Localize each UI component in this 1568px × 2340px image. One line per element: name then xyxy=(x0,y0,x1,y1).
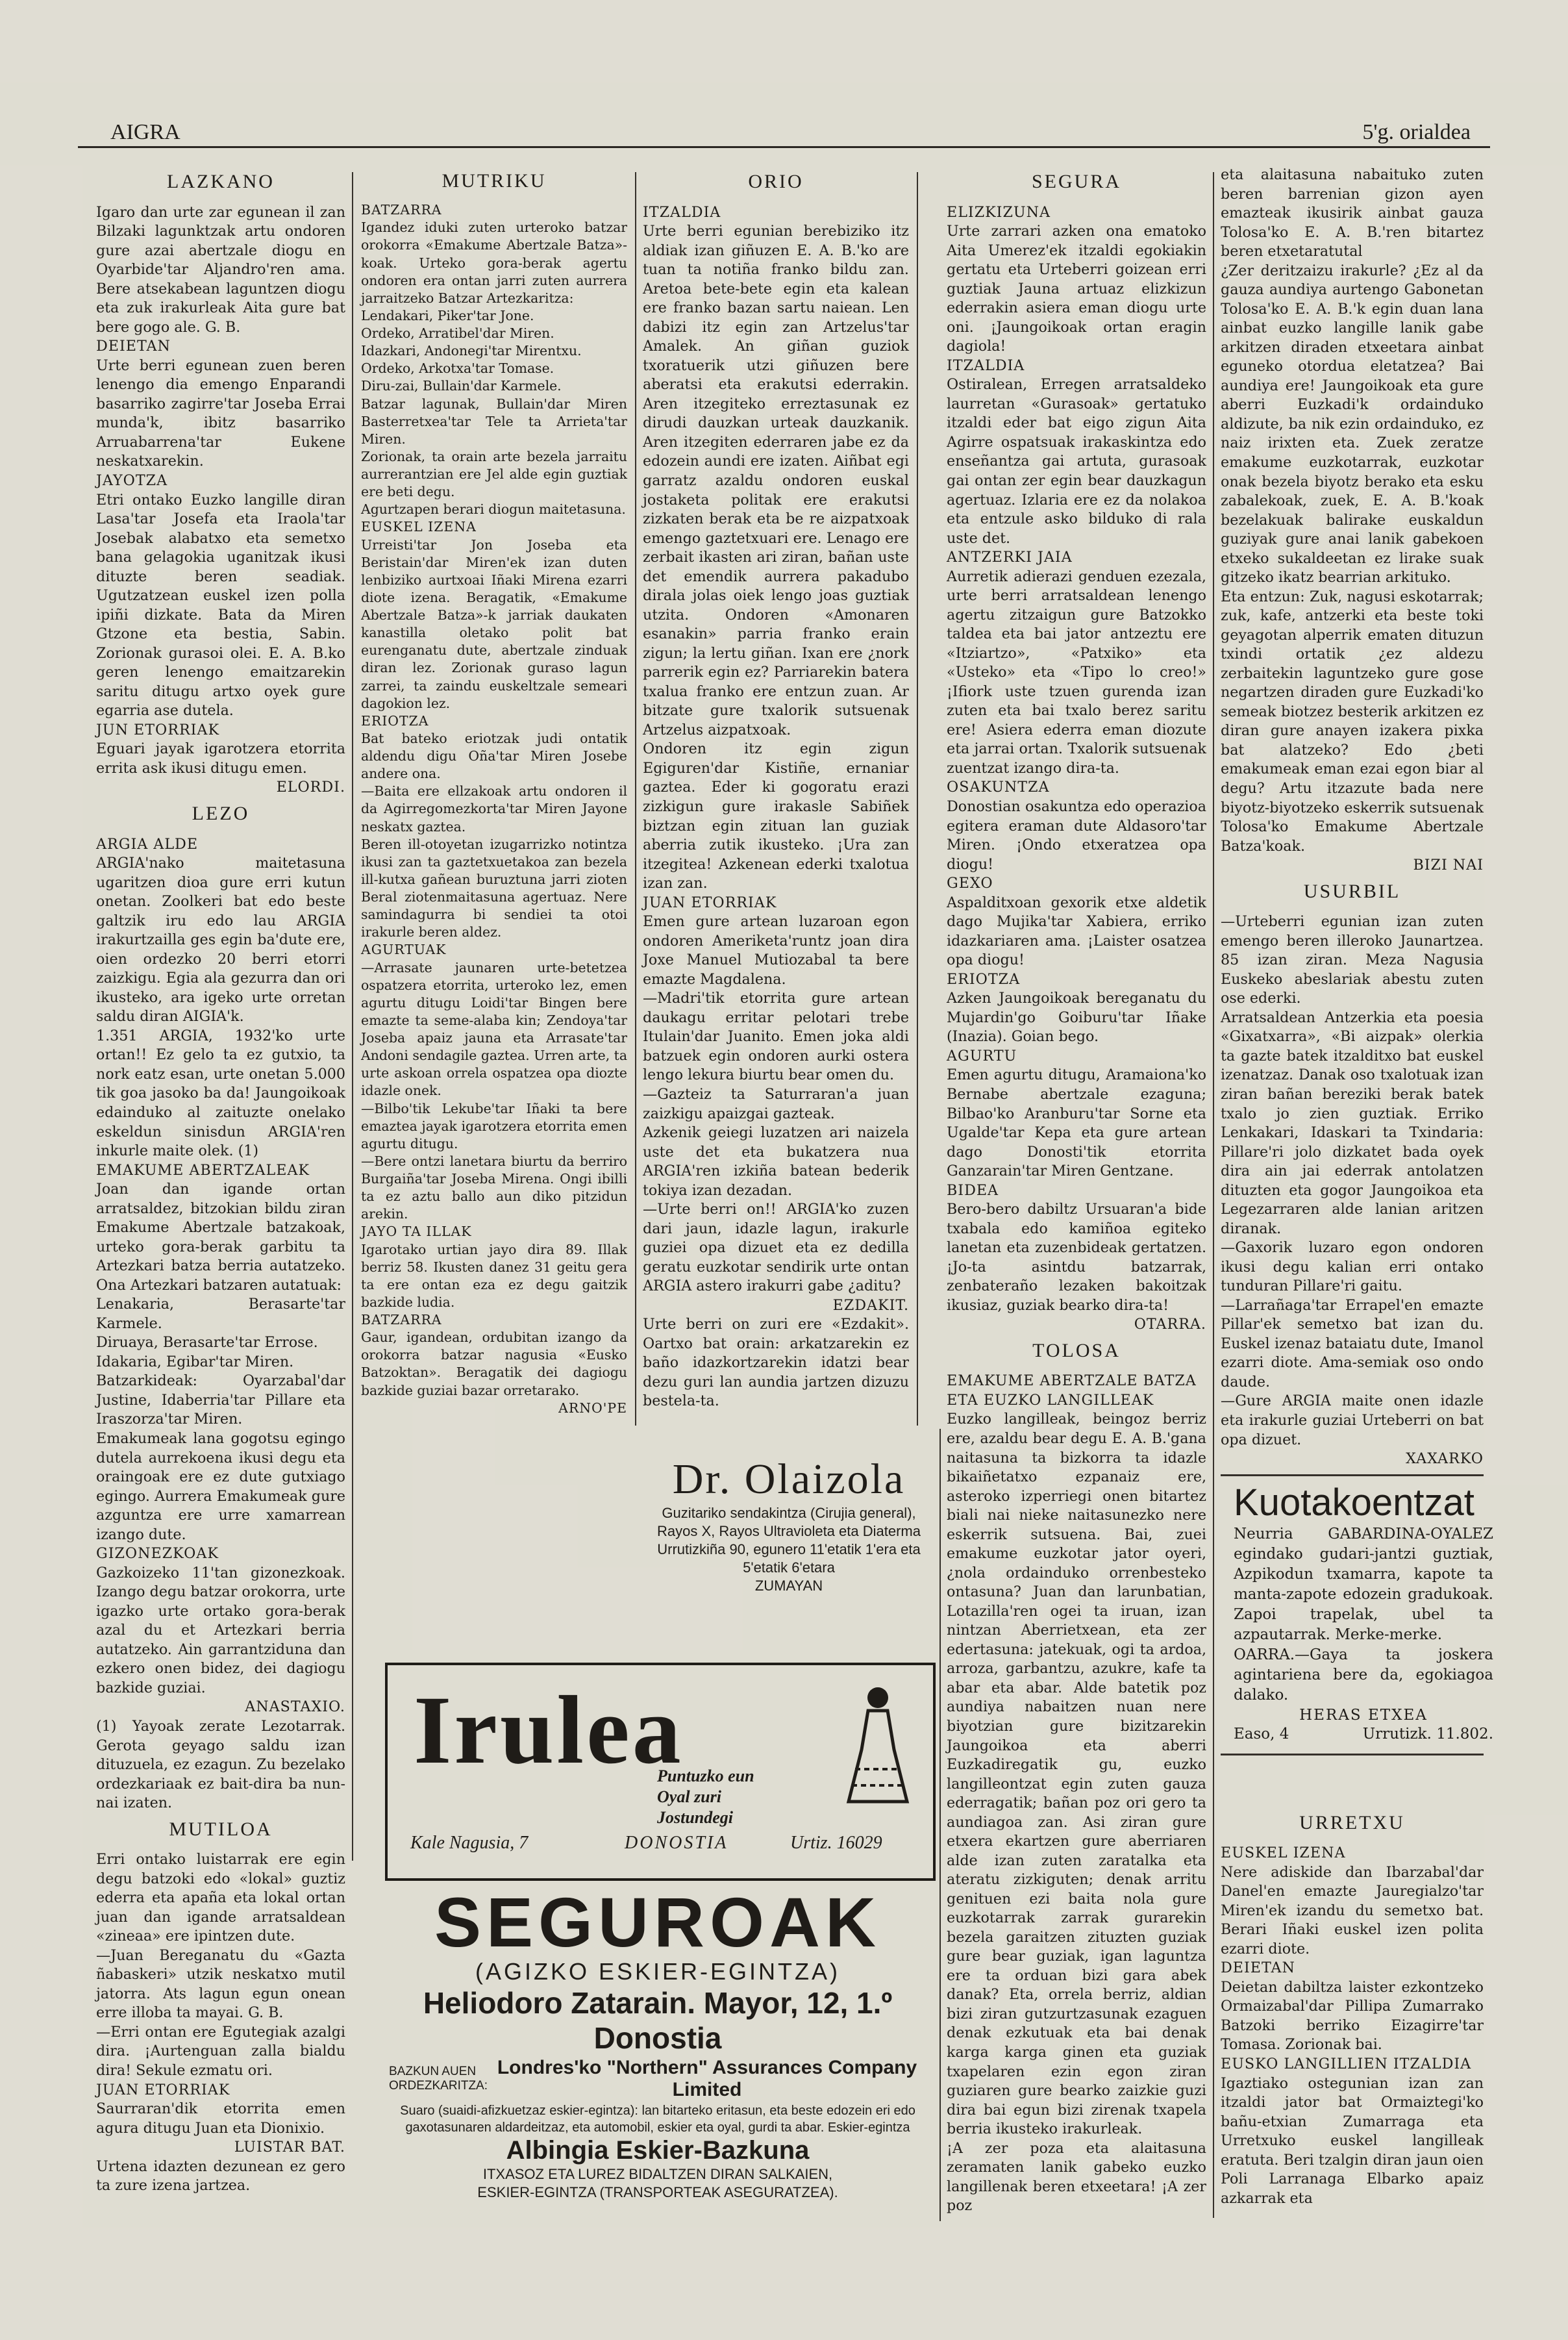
seamstress-illustration xyxy=(842,1678,914,1808)
subheading: ERIOTZA xyxy=(361,712,429,729)
subheading: ELIZKIZUNA xyxy=(947,203,1051,221)
paragraph: —Bilbo'tik Lekube'tar Iñaki ta bere emaztea jayak igarotzera etorrita emen agurtu ditugu. xyxy=(361,1100,627,1151)
irulea-phone: Urtiz. 16029 xyxy=(790,1833,882,1853)
paragraph: Donostian osakuntza edo operazioa egitera eraman dute Aldasoro'tar Miren. ¡Ondo etxeratzea opa diogu! xyxy=(947,798,1206,873)
olaizola-hours: Urrutizkiña 90, egunero 11'etatik 1'era eta 5'etatik 6'etara xyxy=(657,1541,921,1576)
irulea-city: DONOSTIA xyxy=(625,1833,728,1853)
paragraph: Agurtzapen berari diogun maitetasuna. xyxy=(361,501,626,518)
paragraph: Urte berri on zuri ere «Ezdakit». Oartxo bat orain: arkatzarekin ez baño idazkortzarekin idatzi bear dezu guri lan aundia jartzen dizuzu bestela-ta. xyxy=(643,1316,909,1410)
section-heading: LAZKANO xyxy=(167,171,275,192)
paragraph: Joan dan igande ortan arratsaldez, bitzokian bildu ziran Emakume Abertzale batzakoak, urteko gora-berak garbitu ta Artezkari batza berria autatzeko. Ona Artezkari batzaren autatuak: xyxy=(96,1181,345,1294)
seguroak-agent: Heliodoro Zatarain. Mayor, 12, 1.º Donostia xyxy=(423,1986,893,2055)
signature: XAXARKO xyxy=(1406,1450,1484,1468)
paragraph: —Urteberri egunian izan zuten emengo beren illeroko Jaunartzea. 85 izan ziran. Meza Nagusia Euskeko abeslariak abestu zuten ose ederki. xyxy=(1221,913,1484,1007)
paragraph: Euzko langilleak, beingoz berriz ere, azaldu bear degu E. A. B.'gana naitasuna ta bizkorra ta idazle bikaiñetatxo ezpanaiz ere, asteroko izperriegi onen bitartez biali nai nieke naitasunezko nere eskerrik sutsuena. Bai, zuei emakume euzkotar jator oyeri, ¿nola ordainduko orrenbesteko ontasuna? Juan dan larunbatian, Lotazilla'ren ogei ta iruan, izan nintzan Aberrietxean, eta zer edertasuna: jatekuak, ogi ta ardoa, arroza, garbantzu, azukre, kafe ta abar eta abar. Alde batetik poz aundiya nabaitzen nuan nere biyotzian gure bizitzarekin Jaungoikoa eta aberri Euzkadiregatik gu, euzko langilleontzat egin zuten gauza ederragatik; bañan poz ori gero ta aundiagoa zan. Asi ziran gure etxera ekartzen gure aberriaren alde izan zuten zaratalka eta ateratu zizkiguten; denak arritu genituen ezi baita nola gure euzkotarrak zarrak gurarekin bezela garaitzen zituzten guziak gure bear guziak, igan laguntza ere ta orduan bizi gara abek danak? Eta, orrela berriz, aldian bizi ziran gutzurtzasunak ezaguen denak ezkutuak eta bai denak karga karga ginen eta guziak txapelaren ezin egon ziran guziaren gure bearko zaizkie guzi dira bai egun bizi zirenak txapela berria ikusteko irakurleak. xyxy=(947,1411,1206,2138)
paragraph: ARGIA'nako maitetasuna ugaritzen dioa gure erri kutun onetan. Zoolkeri bat edo beste galtzik iru edo lau ARGIA irakurtzailla ges egin ba'dute ere, oien ordezko 20 berri etorri zaizkigu. Egia ala gezurra dan ori ikusteko, ara igeko urte orretan saldu diran AIGIA'k. xyxy=(96,855,345,1025)
paragraph: Urte berri egunian berebiziko itz aldiak izan giñuzen E. A. B.'ko are tuan ta notiña franko bildu zan. Aretoa bete-bete egin eta kalean ere franko bazan sartu naiean. Len dabizi itz egin zan Artzelus'tar Amalek. An giñan guziok txoratuerik utzi giñuzen bere aberatsi eta erakutsi ederrakin. Aren itzegiteko erreztasunak ez dirudi dauzkan urteak dauzkanik. Aren itzegiten ederraren jabe ez da edozein aundi ere izaten. Aiñbat egi garratz azaldu ondoren euskal jostaketa politak ere erakutsi zizkaten berak eta be re aizpatxoak emengo gaztetxuari ere. Lenago ere zerbait ikasten ari ziran, bañan uste det emendik aurrera pakadubo dirala jolas oiek lengo joas guztiak utzita. Ondoren «Amonaren esanakin» parria franko erain zigun; la lertu giñan. Ixan ere ¿nork parrerik egin ez? Parriarekin batera txalua franko ere entzun zuan. Ar bitzate gure txalorik sutsuenak Artzelus aizpatxoak. xyxy=(643,223,909,738)
paragraph: Eta entzun: Zuk, nagusi eskotarrak; zuk, kafe, antzerki eta beste toki geyagotan alperrik ematen dituzun txindi ortatik ¿ez aldezu zerbaitekin laguntzeko gure gose negartzen diraden gure Euzkadi'ko semeak biotzez besterik arkitzen ez diran gure anayen izakera pixka bat alatzeko? Edo ¿beti emakumeak eman ezai egon biar al degu? Artu itzazute bada nere biyotz-biyotzeko eskerrik sutsuenak Tolosa'ko Emakume Abertzale Batza'koak. xyxy=(1221,588,1484,855)
irulea-name: Irulea xyxy=(414,1676,684,1784)
paragraph: —Urte berri on!! ARGIA'ko zuzen dari jaun, idazle lagun, irakurle guziei opa dizuet eta ez dedilla geratu euzkotar sendirik urte ontan ARGIA astero irakurri gabe ¿aditu? xyxy=(643,1201,909,1295)
subheading: ANTZERKI JAIA xyxy=(947,549,1073,566)
paragraph: Urtena idazten dezunean ez gero ta zure izena jartzea. xyxy=(96,2158,345,2195)
seguroak-footer-2: ESKIER-EGINTZA (TRANSPORTEAK ASEGURATZEA). xyxy=(477,2184,838,2200)
column-4 xyxy=(947,166,1206,2216)
paragraph: Eguari jayak igarotzera etorrita errita ask ikusi ditugu emen. xyxy=(96,740,345,777)
paragraph: Nere adiskide dan Ibarzabal'dar Danel'en emazte Jauregialzo'tar Miren'ek izandu du semetxo bat. Berari Iñaki euskel izen polita ezarri diote. xyxy=(1221,1863,1484,1957)
subheading: ITZALDIA xyxy=(947,357,1025,374)
kuota-phone: Urrutizk. 11.802. xyxy=(1362,1726,1493,1742)
paragraph: Ostiralean, Erregen arratsaldeko laurretan «Gurasoak» gertatuko itzaldi eder bat eigo zigun Aita Agirre ospatsuak irakaskintza edo enseñantza gai artuta, gurasoak gai ontan zer egin bear dauzkagun agertuaz. Izlaria ere ez da nolakoa eta entzule asko bilduko di rala uste det. xyxy=(947,376,1206,547)
section-heading: SEGURA xyxy=(1031,171,1121,192)
column-3 xyxy=(643,166,909,1411)
section-heading: USURBIL xyxy=(1303,880,1401,902)
paragraph: Beren ill-otoyetan izugarrizko notintza ikusi zan ta gaztetxuetakoa zan bezela ill-kutxa gañean buruztuna jarri zioten Beral ziotenmaitasuna agertuaz. Nere samindagurra bi sendiei ta otoi irakurle beren aldez. xyxy=(361,836,627,940)
ad-top-rule xyxy=(1221,1474,1484,1476)
column-1 xyxy=(96,166,345,2196)
paragraph: ¡A zer poza eta alaitasuna zeramaten lanik gabeko euzko langillenak beren etxeetara! ¡A zer poz xyxy=(947,2139,1206,2215)
paragraph: Diruaya, Berasarte'tar Errose. xyxy=(96,1334,318,1352)
paragraph: Gaur, igandean, ordubitan izango da orokorra batzar nagusia «Eusko Batzoktan». Beragatik dei dagiogu bazkide guziai bazar orretarako. xyxy=(361,1329,627,1398)
subheading: BATZARRA xyxy=(361,202,442,218)
page-number: 5'g. orialdea xyxy=(1362,120,1471,144)
paragraph: Urte berri egunean zuen beren lenengo dia emengo Enparandi basarriko zagirre'tar Joseba Errai munda'k, ibitz basarriko Arruabarrena'tar Eukene neskatxarekin. xyxy=(96,357,345,470)
paragraph: eta alaitasuna nabaituko zuten beren barrenian gizon ayen emazteak ikusirik ainbat gauza Tolosa'ko E. A. B.'ren bitartez beren etxetaratutal xyxy=(1221,166,1484,260)
subheading: EUSKEL IZENA xyxy=(361,519,477,535)
subheading: BATZARRA xyxy=(361,1312,442,1327)
paragraph: Arratsaldean Antzerkia eta poesia «Gixatxarra», «Bi aizpak» olerkia ta gazte batek itzalditxo bat euskel izenatzaz. Danak oso txalotuak izan ziran bañan bereziki berak batek txalo jo zien guztiak. Erriko Lenkakari, Idaskari ta Txindaria: Pillare'ri jolo dizkatet bada oyek dira ain jai ederrak antolatzen dituzten eta gogor Jaungoikoa eta Legezarraren alde lanian aritzen diranak. xyxy=(1221,1009,1484,1237)
paragraph: Emen agurtu ditugu, Aramaiona'ko Bernabe abertzale ezaguna; Bilbao'ko Aranburu'tar Sorne eta Ugalde'tar Kepa eta gure artean dago Donosti'tik etorrita Ganzarain'tar Miren Gentzane. xyxy=(947,1066,1206,1180)
column-rule xyxy=(940,1429,941,2221)
seguroak-subtitle: (AGIZKO ESKIER-EGINTZA) xyxy=(475,1958,841,1985)
subheading: ERIOTZA xyxy=(947,970,1021,988)
ad-bottom-rule xyxy=(1221,1754,1484,1755)
section-heading: MUTILOA xyxy=(169,1818,273,1840)
section-heading: URRETXU xyxy=(1299,1811,1405,1833)
subheading: DEIETAN xyxy=(96,338,171,355)
paragraph: Saurraran'dik etorrita emen agura ditugu Juan eta Dionixio. xyxy=(96,2100,345,2137)
seguroak-left-1: BAZKUN AUEN xyxy=(389,2065,477,2078)
paragraph: Gazkoizeko 11'tan gizonezkoak. Izango degu batzar orokorra, urte igazko urte ortako gora-berak azal du et Artezkari berria autatzeko. Ain garrantziduna dan ezkero onen bidez, dei dagiogu bazkide guziai. xyxy=(96,1564,346,1696)
subheading: DEIETAN xyxy=(1221,1959,1295,1977)
paragraph: Ondoren itz egin zigun Egiguren'dar Kistiñe, ernaniar gaztea. Eder ki gogoratu erazi zizkigun gure irakasle Sabiñek biztzan egin zituan lan guziak aberria zutik ikusteko. ¡Ura zan itzegitea! Azkenean ederki txalotua izan zan. xyxy=(643,740,909,892)
olaizola-ad xyxy=(649,1455,928,1595)
subheading: AGURTUAK xyxy=(361,942,447,958)
paragraph: Ordeko, Arkotxa'tar Tomase. xyxy=(361,360,554,377)
paragraph: Lenakaria, Berasarte'tar Karmele. xyxy=(96,1296,345,1332)
signature: EZDAKIT. xyxy=(832,1296,909,1314)
column-rule xyxy=(635,172,636,1426)
seguroak-ad xyxy=(385,1883,930,2200)
kuota-note: OARRA.—Gaya ta joskera agintariena bere da, egokiagoa dalako. xyxy=(1234,1646,1493,1704)
irulea-tag-1: Puntuzko eun xyxy=(657,1767,754,1785)
irulea-tag-2: Oyal zuri xyxy=(657,1787,721,1806)
paragraph: Deietan dabiltza laister ezkontzeko Ormaizabal'dar Pillipa Zumarrako Batzoki berriko Eizagirre'tar Tomasa. Zorionak bai. xyxy=(1221,1978,1484,2054)
paragraph: Aspalditxoan gexorik etxe aldetik dago Mujika'tar Xabiera, erriko idazkariaren ama. ¡Laister osatzea opa diogu! xyxy=(947,894,1206,969)
signature: BIZI NAI xyxy=(1413,857,1484,874)
subheading: EUSKO LANGILLIEN ITZALDIA xyxy=(1221,2055,1472,2072)
newspaper-name: AIGRA xyxy=(110,120,180,144)
irulea-address-row xyxy=(388,1828,933,1857)
column-rule xyxy=(1213,172,1214,2218)
section-heading: MUTRIKU xyxy=(442,170,547,192)
paragraph: —Madri'tik etorrita gure artean daukagu erritar pelotari trebe Itulain'dar Juanito. Emen joka aldi batzuek egin ondoren aurki ostera lengo lekura biurtu bear omen du. xyxy=(643,990,909,1084)
paragraph: Ordeko, Arratibel'dar Miren. xyxy=(361,325,554,341)
signature: ANASTAXIO. xyxy=(245,1698,345,1716)
paragraph: Igandez iduki zuten urteroko batzar orokorra «Emakume Abertzale Batza»-koak. Urteko gora-berak agertu ondoren era ontan jarri zuten aurrera jarraitzeko Batzar Artezkaritza: xyxy=(361,220,627,306)
signature: ARNO'PE xyxy=(558,1400,627,1416)
paragraph: —Gazteiz ta Saturraran'a juan zaizkigu apaizgai gazteak. xyxy=(643,1085,909,1122)
kuota-ad xyxy=(1234,1481,1493,1742)
paragraph: Bat bateko eriotzak judi ontatik aldendu digu Oña'tar Miren Josebe andere ona. xyxy=(361,730,627,782)
subheading: ITZALDIA xyxy=(643,203,721,221)
irulea-tagline xyxy=(657,1766,754,1828)
subheading: JAYOTZA xyxy=(96,472,168,489)
paragraph: Erri ontako luistarrak ere egin degu batzoki edo «lokal» guztiz ederra eta apaña eta lokal ortan juan dan igande arratsaldean «zineaa» ere ipintzen dute. xyxy=(96,1851,345,1945)
signature: OTARRA. xyxy=(1134,1316,1206,1333)
irulea-address: Kale Nagusia, 7 xyxy=(410,1833,529,1853)
olaizola-town: ZUMAYAN xyxy=(754,1578,823,1594)
paragraph: Etri ontako Euzko langille diran Lasa'tar Josefa eta Iraola'tar Josebak alabatxo eta semetxo bana gelagokia uganitzak ikusi dituzte beren seadiak. Ugutzatzean euskel izen polla ipiñi dizkate. Bata da Miren Gtzone eta bestia, Sabin. Zorionak gurasoi olei. E. A. B.ko geren lenengo emaitzarekin saritu ditugu artxo oyek gure egarria ase dutela. xyxy=(96,491,345,720)
paragraph: Azken Jaungoikoak bereganatu du Mujardin'go Goiburu'tar Iñake (Inazia). Goian bego. xyxy=(947,990,1206,1046)
subheading: JUN ETORRIAK xyxy=(96,721,220,738)
paragraph: Igaztiako ostegunian izan zan itzaldi jator bat Ormaiztegi'ko bañu-etxian Zumarraga eta Urretxuko euskel langilleak eratuta. Beri tzalgin diran jaun oien Poli Larranaga Elbarko apaiz azkarrak eta xyxy=(1221,2074,1484,2207)
subheading: AGURTU xyxy=(947,1047,1017,1064)
column-rule xyxy=(917,172,918,1426)
paragraph: —Gure ARGIA maite onen idazle eta irakurle guziai Urteberri on bat opa dizuet. xyxy=(1221,1392,1484,1448)
paragraph: Diru-zai, Bullain'dar Karmele. xyxy=(361,378,562,394)
seguroak-albingia: Albingia Eskier-Bazkuna xyxy=(506,2136,810,2165)
paragraph: —Juan Bereganatu du «Gazta ñabaskeri» utzik neskatxo mutil jatorra. Ats lagun egun onean erre illoba ta mayai. G. B. xyxy=(96,1946,345,2022)
kuota-text: Neurria GABARDINA-OYALEZ egindako gudari-jantzi guztiak, Azpikodun txamarra, kapote ta manta-zapote edozein gradukoak. Zapoi trapelak, ubel ta azpautarrak. Merke-merke. xyxy=(1234,1526,1493,1643)
subheading: GIZONEZKOAK xyxy=(96,1545,219,1563)
signature: LUISTAR BAT. xyxy=(234,2139,345,2156)
paragraph: Zorionak, ta orain arte bezela jarraitu aurrerantzian ere Jel alde egin guztiak ere beti degu. xyxy=(361,448,627,500)
paragraph: Emen gure artean luzaroan egon ondoren Ameriketa'runtz joan dira Joxe Manuel Mutiozabal ta bere emazte Magdalena. xyxy=(643,913,909,988)
paragraph: —Baita ere ellzakoak artu ondoren il da Agirregomezkorta'tar Miren Jayone neskatx gaztea. xyxy=(361,783,627,835)
paragraph: ¿Zer deritzaizu irakurle? ¿Ez al da gauza aundiya aurtengo Gabonetan Tolosa'ko E. A. B.'k egin duan lana ainbat euzko langille lanik gabe arkitzen diraden etxeetara ainbat eguneko otordua eletatzea? Bai aundiya ere! Jaungoikoak eta gure aberri Euzkadi'k ordainduko aldizute, ba nik ezin ordainduko, ez naiz irixten eta. Zuek zeratze emakume euzkotarrak, euzkotar onak bezela biyotz berako eta esku zabalekoak, zuek, E. A. B.'koak bezelakuak balirake euskaldun guziyak gure anai lanik gabekoen etxeko sukaldeetan ez lirake suak gitzeko ikatz bearrian arkituko. xyxy=(1221,262,1484,586)
paragraph: Batzar lagunak, Bullain'dar Miren Basterretxea'tar Tele ta Arrieta'tar Miren. xyxy=(361,396,627,447)
seguroak-footer-1: ITXASOZ ETA LUREZ BIDALTZEN DIRAN SALKAIEN, xyxy=(482,2166,833,2182)
seguroak-representation xyxy=(389,2065,488,2093)
kuota-title: Kuotakoentzat xyxy=(1234,1481,1475,1524)
column-rule xyxy=(352,172,353,1861)
irulea-ad xyxy=(385,1663,936,1881)
subheading: EMAKUME ABERTZALEAK xyxy=(96,1161,310,1179)
subheading: BIDEA xyxy=(947,1181,999,1199)
subheading: JAYO TA ILLAK xyxy=(361,1224,472,1240)
paragraph: Lendakari, Piker'tar Jone. xyxy=(361,307,534,323)
paragraph: Emakumeak lana gogotsu egingo dutela aurrekoena ikusi degu eta oraingoak ere ez dute gutxiago egingo. Aurrera Emakumeak gure azguntza ere urre xamarrean izango dute. xyxy=(96,1430,345,1543)
signature: ELORDI. xyxy=(276,779,345,796)
subheading: ARGIA ALDE xyxy=(96,835,199,853)
section-heading: TOLOSA xyxy=(1032,1339,1121,1361)
paragraph: Bero-bero dabiltz Ursuaran'a bide txabala edo kamiñoa egiteko lanetan eta zuzenbideak gertatzen. ¡Jo-ta asintdu batzarrak, zenbateraño lezaken bakoitzak ikusiaz, guziak bearko dira-ta! xyxy=(947,1201,1206,1314)
column-2 xyxy=(361,166,627,1417)
subheading: EMAKUME ABERTZALE BATZA ETA EUZKO LANGILLEAK xyxy=(947,1372,1197,1409)
subheading: OSAKUNTZA xyxy=(947,779,1050,796)
page-header xyxy=(78,120,1490,148)
subheading: GEXO xyxy=(947,875,993,892)
column-5 xyxy=(1221,166,1484,2208)
paragraph: —Bere ontzi lanetara biurtu da berriro Burgaiña'tar Joseba Mirena. Ongi ibilli ta ez aztu ballo aun diko pitzidun arekin. xyxy=(361,1153,627,1222)
paragraph: —Erri ontan ere Egutegiak azalgi dira. ¡Aurtenguan zalla bialdu dira! Sekule ezmatu ori. xyxy=(96,2023,345,2079)
subheading: EUSKEL IZENA xyxy=(1221,1844,1346,1862)
paragraph: Igarotako urtian jayo dira 89. Illak berriz 58. Ikusten danez 31 geitu gera ta ere ontan eza ez degu gaitzik bazkide ludia. xyxy=(361,1241,627,1310)
paragraph: —Larrañaga'tar Errapel'en emazte Pillar'ek semetxo bat izan du. Euskel izenaz bataiatu dute, Imanol ezarri diote. Ama-semiak oso ondo daude. xyxy=(1221,1296,1484,1390)
subheading: JUAN ETORRIAK xyxy=(96,2081,230,2098)
seguroak-left-2: ORDEZKARITZA: xyxy=(389,2079,488,2093)
olaizola-name: Dr. Olaizola xyxy=(672,1455,906,1503)
paragraph: (1) Yayoak zerate Lezotarrak. Gerota geyago saldu izan dituzuela, ez ezagun. Zu bezelako ordezkariaak ez bait-dira ba nun-nai izaten. xyxy=(96,1717,345,1812)
paragraph: —Gaxorik luzaro egon ondoren ikusi degu kalian erri ontako tunduran Pillare'ri gaitu. xyxy=(1221,1239,1484,1295)
paragraph: Batzarkideak: Oyarzabal'dar Justine, Idaberria'tar Pillare eta Iraszorza'tar Miren. xyxy=(96,1372,345,1428)
kuota-shop: HERAS ETXEA xyxy=(1299,1707,1428,1724)
subheading: JUAN ETORRIAK xyxy=(643,894,777,911)
paragraph: —Arrasate jaunaren urte-betetzea ospatzera etorrita, urteroko lez, emen agurtu ditugu Loidi'tar Bingen bere emazte ta seme-alaba kin; Zendoya'tar Joseba apaiz jauna eta Arrasate'tar Andoni sendagile gaztea. Urren arte, ta urte askoan orrela ospatzea opa diozte idazle onek. xyxy=(361,959,628,1099)
kuota-address: Easo, 4 xyxy=(1234,1726,1289,1742)
paragraph: 1.351 ARGIA, 1932'ko urte ortan!! Ez gelo ta ez gutxio, ta nork eatz esan, urte onetan 5.000 tik goa jasoko ba da! Jaungoikoak edainduko al zaituzte onelako eskeldun sinisdun ARGIA'ren inkurle maite olek. (1) xyxy=(96,1027,345,1160)
paragraph: Urte zarrari azken ona ematoko Aita Umerez'ek itzaldi egokiakin gertatu eta Urteberri goizean erri guztiak Jauna artuaz elizkizun ederrakin asiera eman diogu urte oni. ¡Jaungoikoak ortan eragin dagiola! xyxy=(947,223,1206,355)
olaizola-services: Guzitariko sendakintza (Cirujia general), Rayos X, Rayos Ultravioleta eta Diaterma xyxy=(657,1505,921,1539)
seguroak-description: Suaro (suaidi-afizkuetzaz eskier-egintza): lan bitarteko eritasun, eta beste edozein eri edo gaxotasunaren aldardeitzaz, eta automobil, eskier eta oyal, gurdi ta abar. Eskier-egintza xyxy=(400,2104,915,2135)
section-heading: LEZO xyxy=(192,803,250,824)
paragraph: Aurretik adierazi genduen ezezala, urte berri arratsaldean lenengo agertu zitzaigun gure Batzokko taldea eta bai jator antzeztu ere «Itziartzo», «Patxiko» eta «Usteko» eta «Tipo lo creo!» ¡Ifiork uste tzuen gurenda izan zuten eta bai txalo berez saritu ere! Asiera ederra eman diozute eta jarrai ortan. Txalorik sutsuenak zuentzat izango dira-ta. xyxy=(947,568,1206,777)
irulea-tag-3: Jostundegi xyxy=(657,1808,734,1827)
paragraph: Urreisti'tar Jon Joseba eta Beristain'dar Miren'ek izan duten lenbiziko aurtxoai Iñaki Mirena ezarri diote izena. Beragatik, «Emakume Abertzale Batza»-k jarriak daukaten kanastilla oletako polit bat eurenganatu dute, abertzale zinduak diran lez. Zorionak guraso lagun zarrei, ta zaindu euskeltzale semeari dagokion lez. xyxy=(361,536,627,711)
paragraph: Igaro dan urte zar egunean il zan Bilzaki lagunktzak artu ondoren gure azai abertzale diogu en Oyarbide'tar Aljandro'ren ama. Bere atsekabean laguntzen diogu eta zuk irakurleak Aita gure bat bere gogo ale. G. B. xyxy=(96,203,345,336)
paragraph: Idakaria, Egibar'tar Miren. xyxy=(96,1353,294,1370)
seguroak-title: SEGUROAK xyxy=(434,1883,882,1961)
seguroak-company: Londres'ko "Northern" Assurances Company Limited xyxy=(497,2057,917,2100)
paragraph: Idazkari, Andonegi'tar Mirentxu. xyxy=(361,343,582,359)
section-heading: ORIO xyxy=(748,171,804,192)
paragraph: Azkenik geiegi luzatzen ari naizela uste det eta bukatzera nua ARGIA'ren izkiña batean bederik tokiya izan dezadan. xyxy=(643,1124,909,1199)
